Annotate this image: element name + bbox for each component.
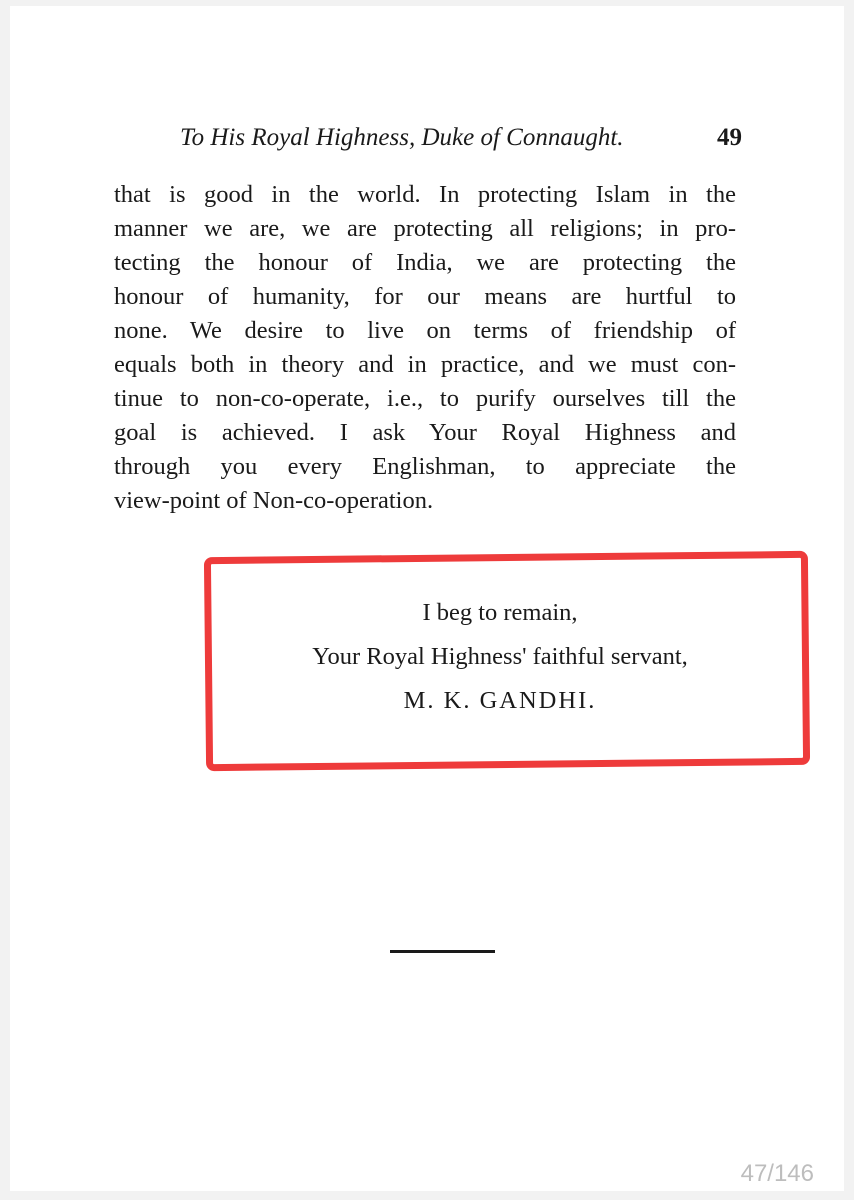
- signature: M. K. GANDHI.: [403, 687, 597, 714]
- end-rule: [390, 950, 495, 953]
- page-number: 49: [717, 124, 742, 151]
- text-line: none. We desire to live on terms of friendship of: [114, 317, 736, 344]
- book-page: [10, 6, 844, 1191]
- text-line: tecting the honour of India, we are protecting the: [114, 249, 736, 276]
- text-line: goal is achieved. I ask Your Royal Highness and: [114, 419, 736, 446]
- body-paragraph: [114, 178, 736, 518]
- closing-line: Your Royal Highness' faithful servant,: [312, 643, 688, 670]
- text-line: through you every Englishman, to appreciate the: [114, 453, 736, 480]
- closing-line: I beg to remain,: [422, 599, 578, 626]
- letter-closing: [205, 591, 795, 723]
- running-header: [180, 124, 750, 152]
- text-line: equals both in theory and in practice, and we must con-: [114, 351, 736, 378]
- running-header-title: To His Royal Highness, Duke of Connaught.: [180, 124, 624, 151]
- text-line: manner we are, we are protecting all religions; in pro-: [114, 215, 736, 242]
- text-line: tinue to non-co-operate, i.e., to purify ourselves till the: [114, 385, 736, 412]
- text-line: honour of humanity, for our means are hurtful to: [114, 283, 736, 310]
- page-counter: 47/146: [740, 1160, 814, 1187]
- text-line: that is good in the world. In protecting Islam in the: [114, 181, 736, 208]
- text-line: view-point of Non-co-operation.: [114, 487, 434, 514]
